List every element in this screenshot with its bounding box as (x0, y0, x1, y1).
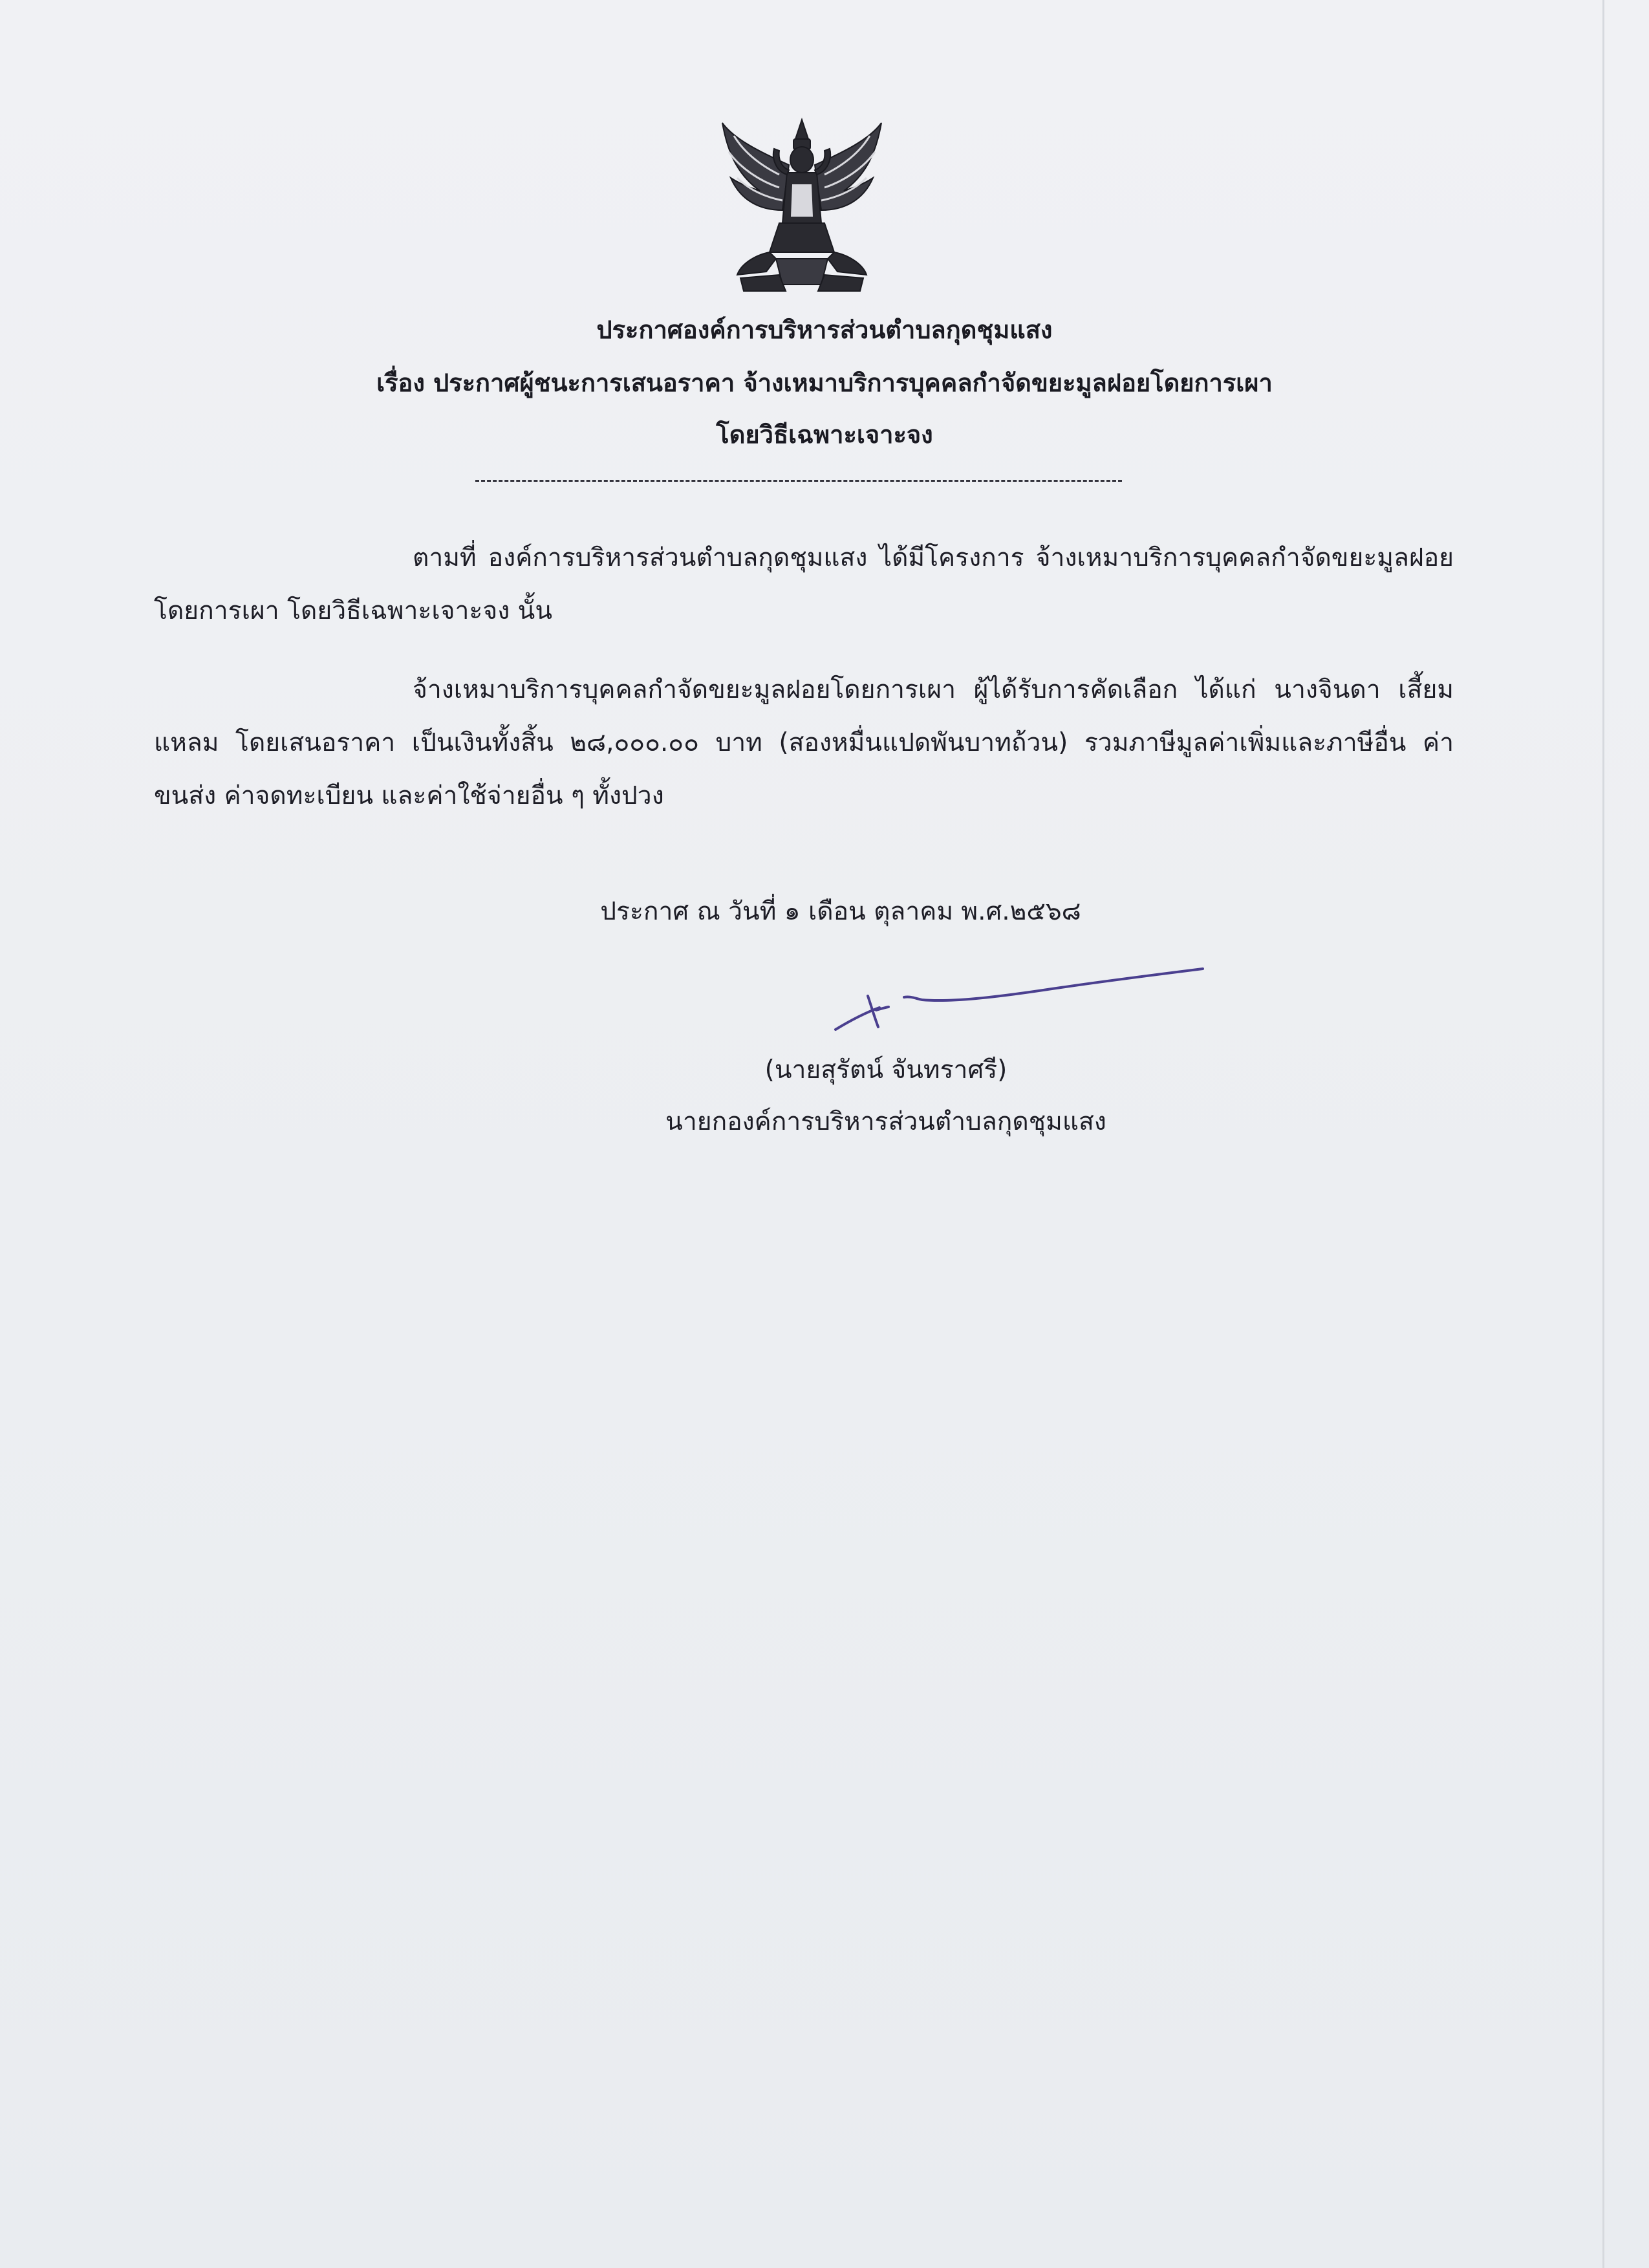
signature-mark (828, 951, 1216, 1048)
header-divider (475, 480, 1122, 482)
body-paragraph-1: ตามที่ องค์การบริหารส่วนตำบลกุดชุมแสง ได้มีโครงการ จ้างเหมาบริการบุคคลกำจัดขยะมูลฝอยโดยการเผา โดยวิธีเฉพาะเจาะจง นั้น (154, 543, 1454, 625)
signer-position: นายกองค์การบริหารส่วนตำบลกุดชุมแสง (665, 1107, 1106, 1136)
body-paragraph-2: จ้างเหมาบริการบุคคลกำจัดขยะมูลฝอยโดยการเผา ผู้ได้รับการคัดเลือก ได้แก่ นางจินดา เสี้ยมแหลม โดยเสนอราคา เป็นเงินทั้งสิ้น ๒๘,๐๐๐.๐๐ บาท (สองหมื่นแปดพันบาทถ้วน) รวมภาษีมูลค่าเพิ่มและภาษีอื่น ค่าขนส่ง ค่าจดทะเบียน และค่าใช้จ่ายอื่น ๆ ทั้งปวง (154, 675, 1454, 810)
garuda-emblem-icon (715, 113, 889, 301)
announcement-date: ประกาศ ณ วันที่ ๑ เดือน ตุลาคม พ.ศ.๒๕๖๘ (600, 897, 1081, 926)
signer-name: (นายสุรัตน์ จันทราศรี) (764, 1055, 1008, 1085)
header-line-organization: ประกาศองค์การบริหารส่วนตำบลกุดชุมแสง (596, 316, 1053, 344)
header-line-subject: เรื่อง ประกาศผู้ชนะการเสนอราคา จ้างเหมาบริการบุคคลกำจัดขยะมูลฝอยโดยการเผา (376, 369, 1273, 397)
header-line-method: โดยวิธีเฉพาะเจาะจง (716, 420, 933, 449)
